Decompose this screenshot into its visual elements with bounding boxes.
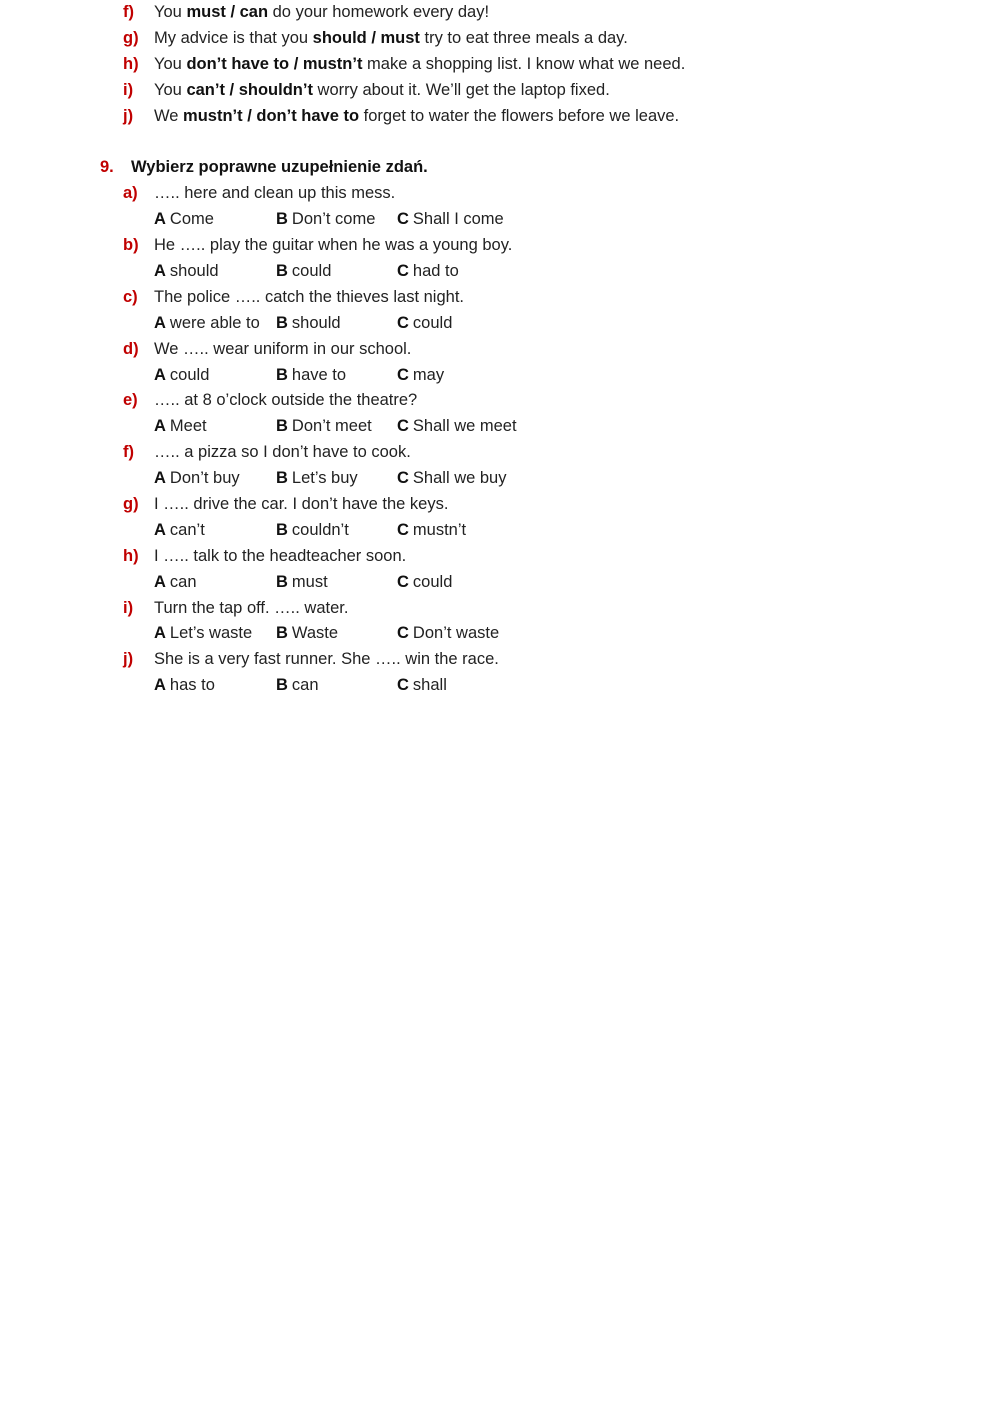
option-c: C Shall I come (397, 210, 504, 228)
item-choice: mustn’t / don’t have to (183, 107, 360, 125)
option-c: C Shall we meet (397, 417, 517, 435)
question-label: c) (123, 288, 138, 306)
option-b: B must (276, 573, 328, 591)
option-a: A Meet (154, 417, 207, 435)
question-text: He ….. play the guitar when he was a young boy. (154, 236, 513, 254)
question-label: g) (123, 495, 139, 513)
item-text-post: do your homework every day! (268, 3, 490, 21)
item-choice: can’t / shouldn’t (186, 81, 313, 99)
option-c: C could (397, 573, 453, 591)
option-a: A were able to (154, 314, 260, 332)
question-text: I ….. talk to the headteacher soon. (154, 547, 407, 565)
item-choice: should / must (312, 29, 420, 47)
option-b: B couldn’t (276, 521, 349, 539)
item-label: i) (123, 81, 134, 99)
option-c: C Don’t waste (397, 624, 500, 642)
exercise-title: Wybierz poprawne uzupełnienie zdań. (131, 158, 428, 176)
option-c: C shall (397, 676, 447, 694)
question-text: ….. a pizza so I don’t have to cook. (154, 443, 411, 461)
option-c: C had to (397, 262, 459, 280)
option-b: B have to (276, 366, 347, 384)
option-b: B Don’t meet (276, 417, 372, 435)
item-text-pre: You (154, 81, 187, 99)
option-a: A should (154, 262, 219, 280)
question-label: i) (123, 599, 134, 617)
option-b: B Let’s buy (276, 469, 358, 487)
option-a: A has to (154, 676, 215, 694)
question-label: f) (123, 443, 134, 461)
item-text-pre: You (154, 55, 187, 73)
question-text: The police ….. catch the thieves last night. (154, 288, 464, 306)
exercise-number: 9. (100, 158, 114, 176)
option-b: B should (276, 314, 341, 332)
item-text-pre: My advice is that you (154, 29, 313, 47)
option-a: A can’t (154, 521, 205, 539)
question-text: ….. here and clean up this mess. (154, 184, 396, 202)
option-b: B can (276, 676, 319, 694)
option-b: B Don’t come (276, 210, 376, 228)
item-label: h) (123, 55, 139, 73)
option-a: A Come (154, 210, 214, 228)
question-label: h) (123, 547, 139, 565)
question-text: I ….. drive the car. I don’t have the keys. (154, 495, 449, 513)
option-a: A could (154, 366, 210, 384)
item-label: g) (123, 29, 139, 47)
question-label: b) (123, 236, 139, 254)
question-label: a) (123, 184, 138, 202)
item-text-post: try to eat three meals a day. (419, 29, 628, 47)
item-text-pre: You (154, 3, 187, 21)
question-label: e) (123, 391, 138, 409)
option-c: C Shall we buy (397, 469, 507, 487)
question-text: ….. at 8 o’clock outside the theatre? (154, 391, 418, 409)
item-label: j) (123, 107, 134, 125)
question-text: She is a very fast runner. She ….. win the race. (154, 650, 499, 668)
item-text-post: worry about it. We’ll get the laptop fixed. (312, 81, 610, 99)
question-text: Turn the tap off. ….. water. (154, 599, 349, 617)
question-label: j) (123, 650, 134, 668)
question-label: d) (123, 340, 139, 358)
item-text-post: forget to water the flowers before we leave. (359, 107, 680, 125)
question-text: We ….. wear uniform in our school. (154, 340, 412, 358)
option-a: A can (154, 573, 197, 591)
item-label: f) (123, 3, 134, 21)
option-b: B Waste (276, 624, 339, 642)
option-a: A Don’t buy (154, 469, 240, 487)
option-c: C mustn’t (397, 521, 467, 539)
item-choice: must / can (186, 3, 269, 21)
item-text-post: make a shopping list. I know what we need. (362, 55, 686, 73)
option-c: C could (397, 314, 453, 332)
item-text-pre: We (154, 107, 184, 125)
option-a: A Let’s waste (154, 624, 253, 642)
option-b: B could (276, 262, 332, 280)
item-choice: don’t have to / mustn’t (186, 55, 363, 73)
option-c: C may (397, 366, 445, 384)
